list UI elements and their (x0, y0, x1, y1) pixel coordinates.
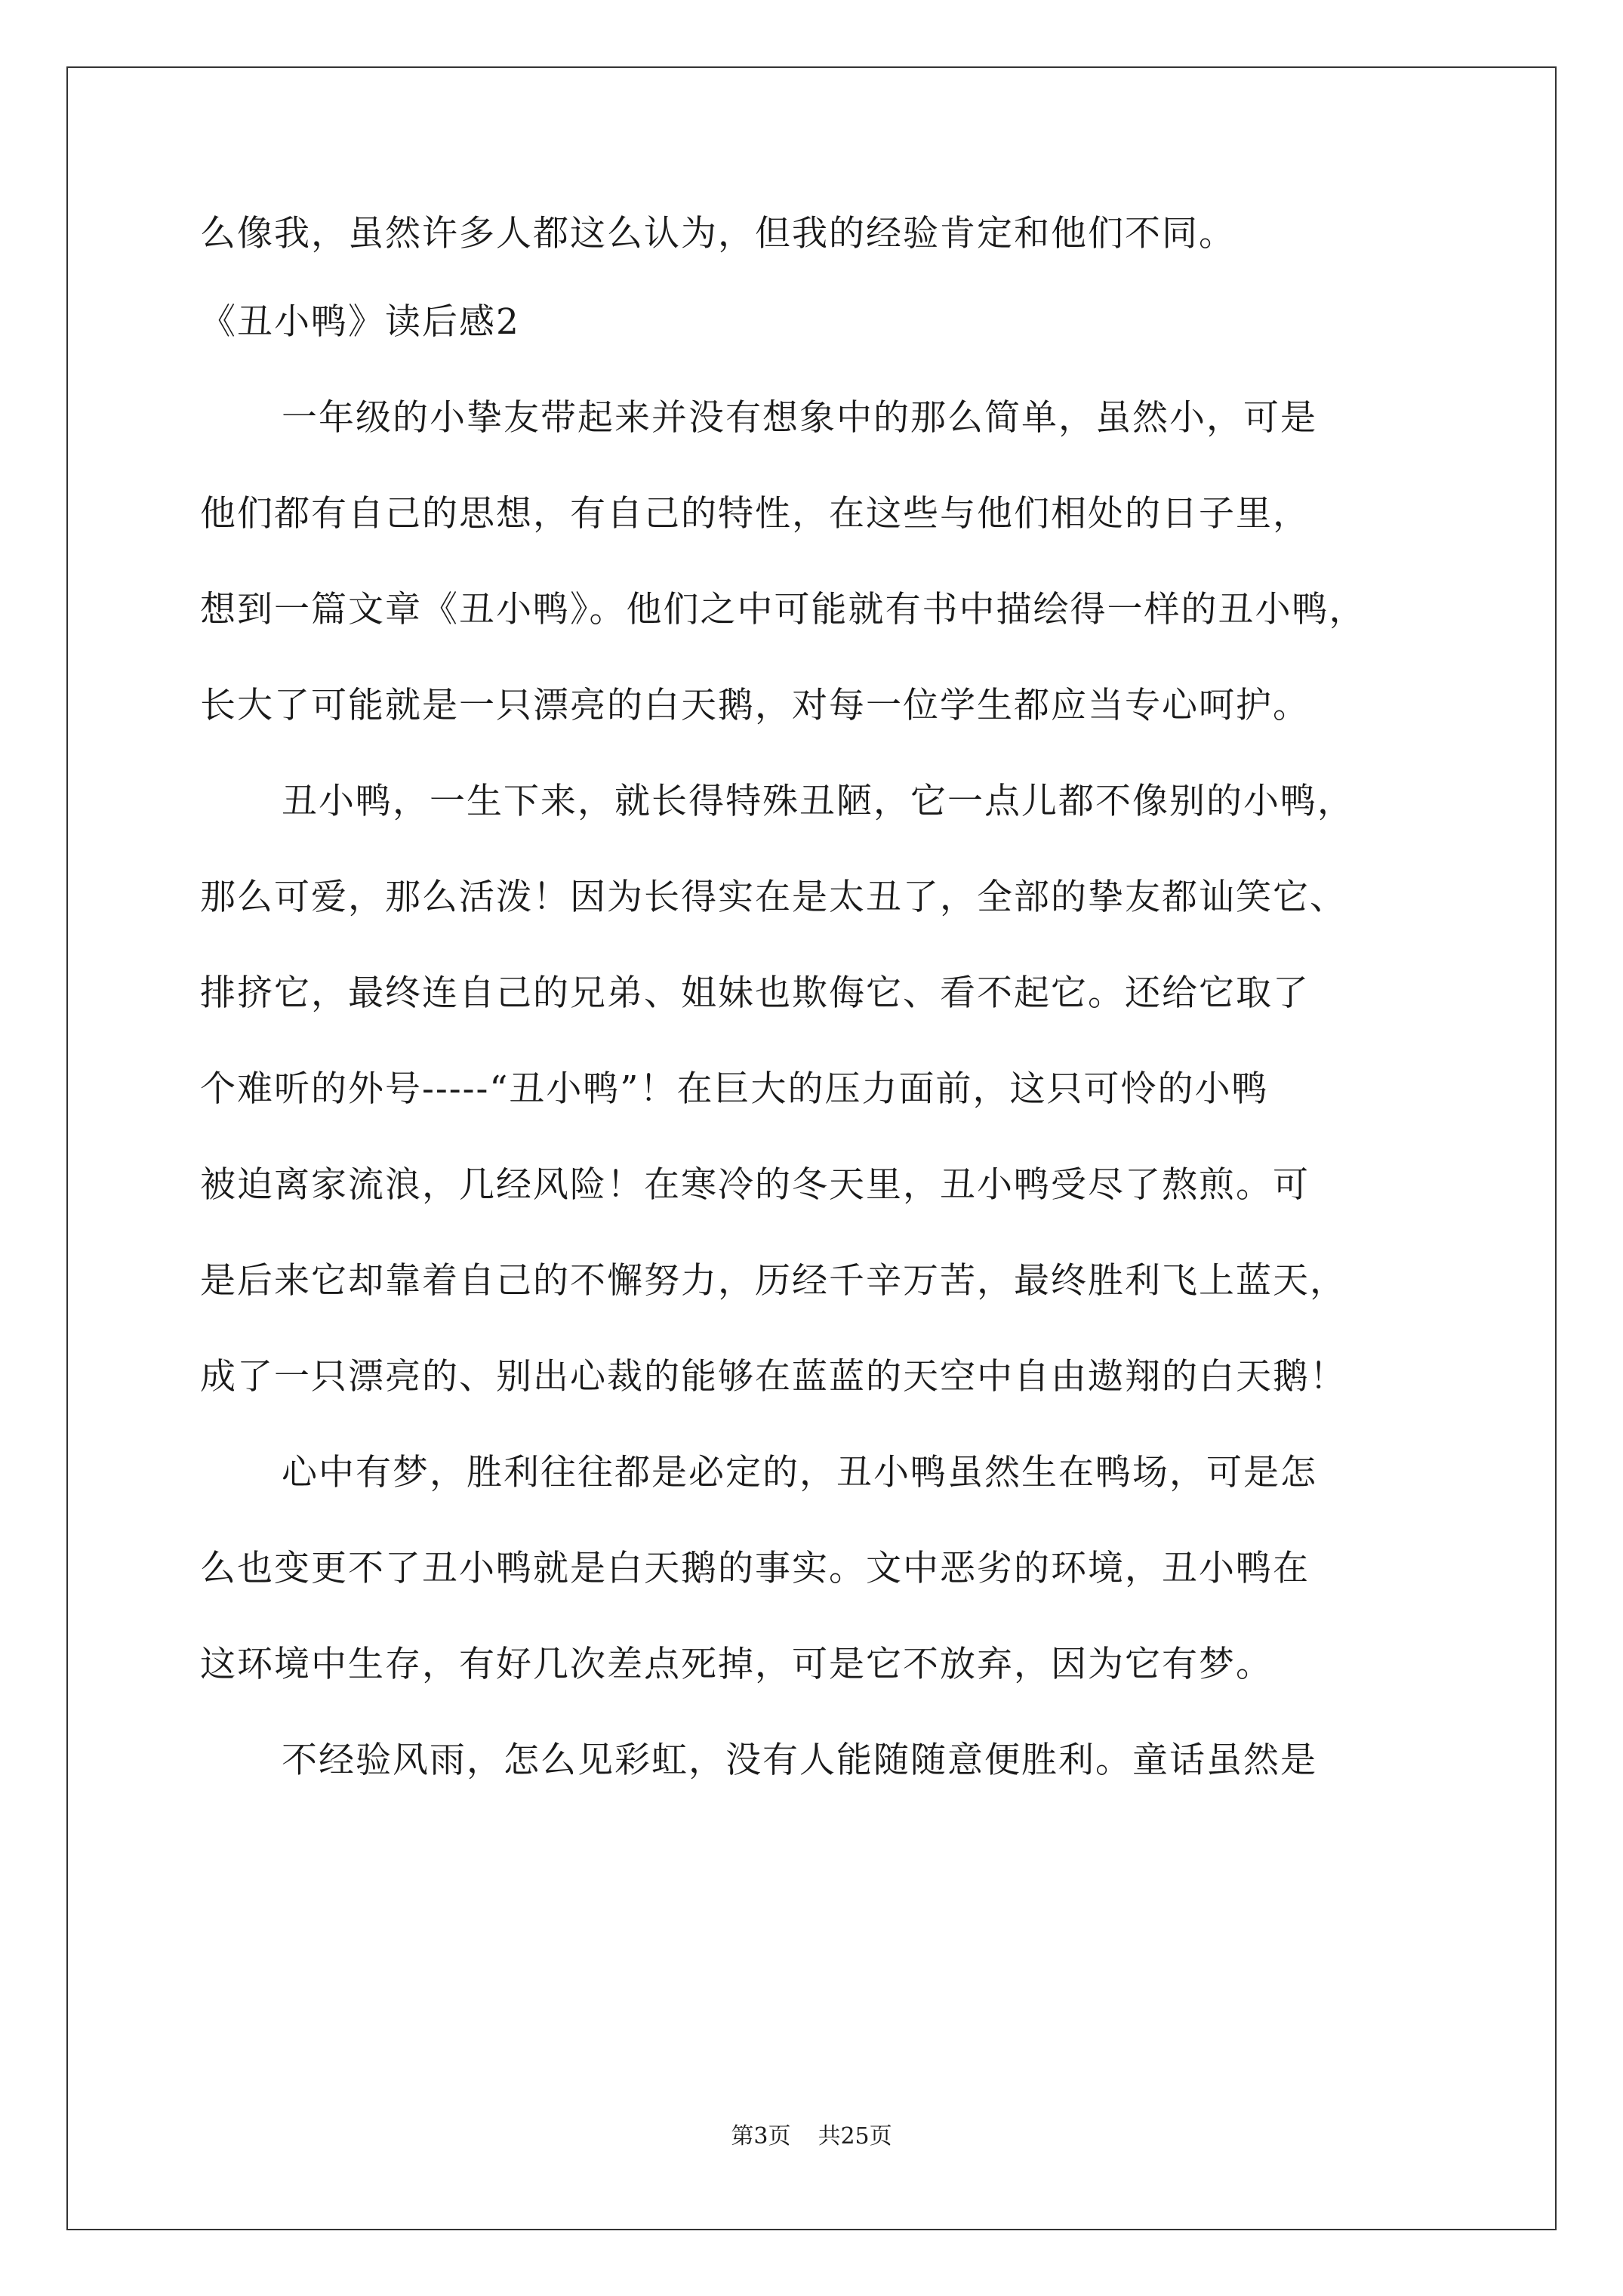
text-line: 他们都有自己的思想，有自己的特性，在这些与他们相处的日子里， (200, 493, 1310, 535)
text-line: 心中有梦，胜利往往都是必定的，丑小鸭虽然生在鸭场，可是怎 (282, 1452, 1317, 1493)
text-line: 个难听的外号-----“丑小鸭”！在巨大的压力面前，这只可怜的小鸭 (200, 1068, 1269, 1110)
text-line: 被迫离家流浪，几经风险！在寒冷的冬天里，丑小鸭受尽了熬煎。可 (200, 1164, 1310, 1206)
text-line: 长大了可能就是一只漂亮的白天鹅，对每一位学生都应当专心呵护。 (200, 685, 1310, 726)
text-line: 这环境中生存，有好几次差点死掉，可是它不放弃，因为它有梦。 (200, 1644, 1273, 1685)
text-line: 是后来它却靠着自己的不懈努力，历经千辛万苦，最终胜利飞上蓝天， (200, 1260, 1347, 1302)
text-line: 那么可爱，那么活泼！因为长得实在是太丑了，全部的挚友都讪笑它、 (200, 877, 1347, 918)
text-line: 想到一篇文章《丑小鸭》。他们之中可能就有书中描绘得一样的丑小鸭， (200, 589, 1366, 630)
text-line: 成了一只漂亮的、别出心裁的能够在蓝蓝的天空中自由遨翔的白天鹅！ (200, 1356, 1347, 1398)
text-line: 不经验风雨，怎么见彩虹，没有人能随随意便胜利。童话虽然是 (282, 1740, 1317, 1781)
text-line: 丑小鸭，一生下来，就长得特殊丑陋，它一点儿都不像别的小鸭， (282, 781, 1354, 822)
page-footer (0, 2122, 1623, 2152)
text-line: 么也变更不了丑小鸭就是白天鹅的事实。文中恶劣的环境，丑小鸭在 (200, 1548, 1310, 1589)
page-total: 共25页 (818, 2123, 892, 2150)
page-border (66, 66, 1557, 2230)
text-line: 排挤它，最终连自己的兄弟、姐妹也欺侮它、看不起它。还给它取了 (200, 972, 1310, 1014)
page-number: 第3页 (731, 2123, 791, 2150)
section-heading: 《丑小鸭》读后感2 (200, 301, 520, 343)
text-line: 么像我，虽然许多人都这么认为，但我的经验肯定和他们不同。 (200, 213, 1236, 254)
text-line: 一年级的小挚友带起来并没有想象中的那么简单，虽然小，可是 (282, 397, 1317, 439)
